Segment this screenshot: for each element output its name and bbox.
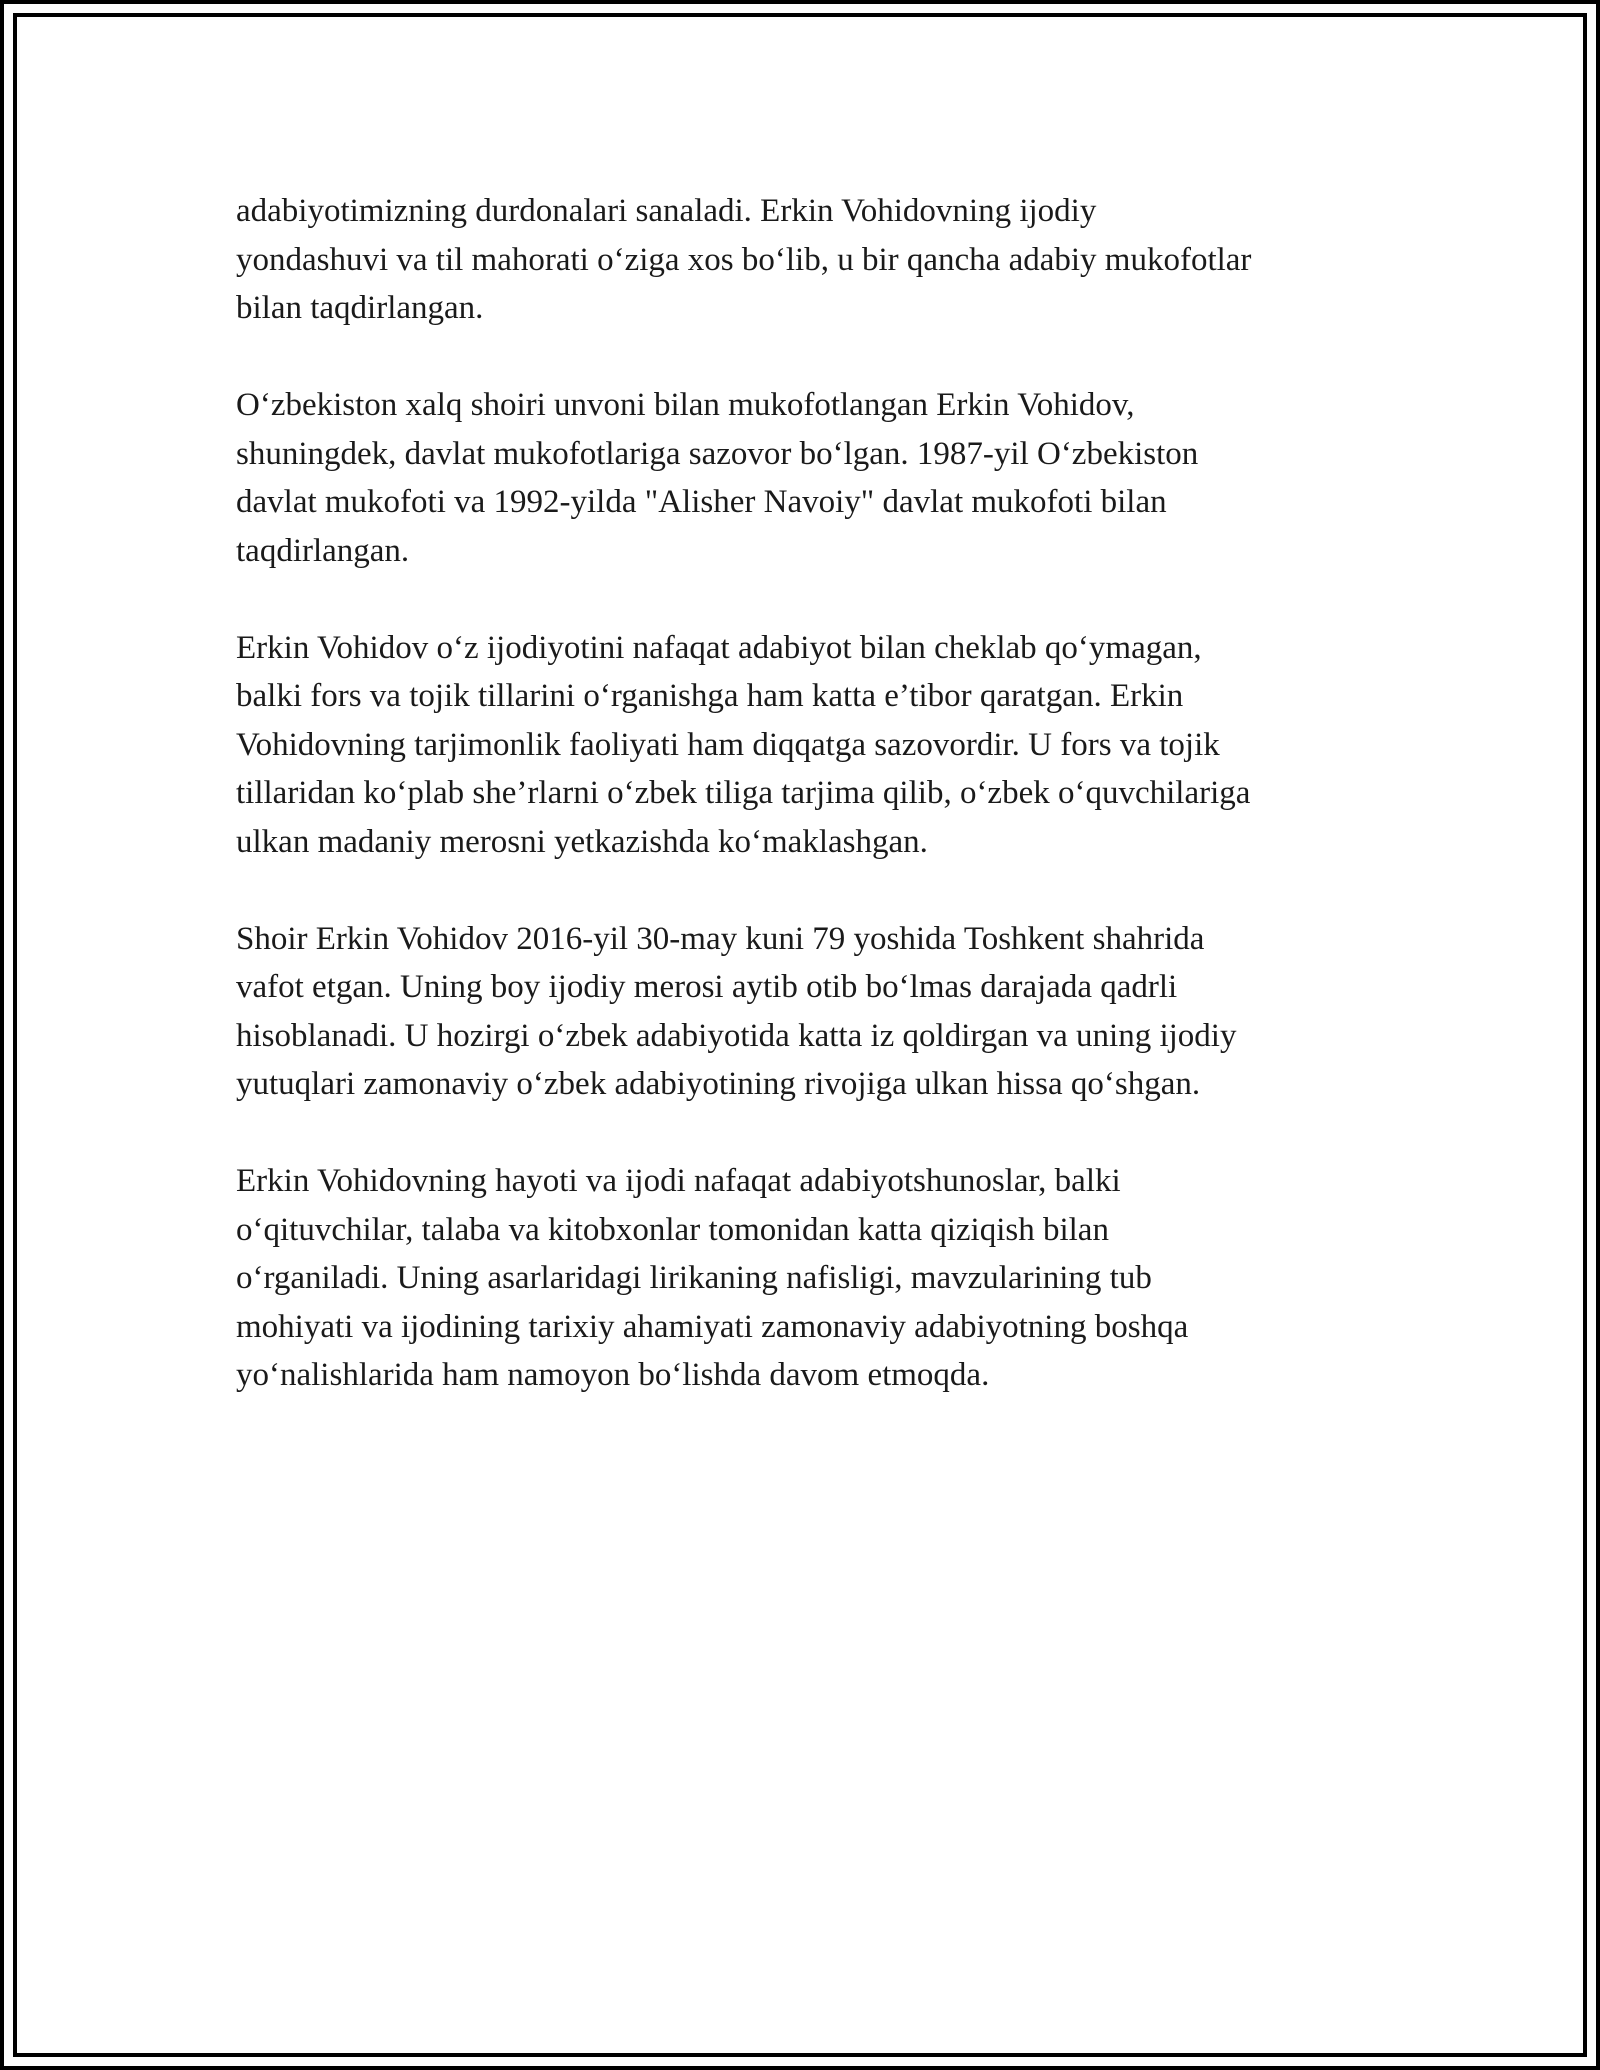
- text-line: tillaridan ko‘plab she’rlarni o‘zbek tiliga tarjima qilib, o‘zbek o‘quvchilariga: [236, 775, 1251, 811]
- text-line: ulkan madaniy merosni yetkazishda ko‘maklashgan.: [236, 823, 928, 860]
- text-line: Shoir Erkin Vohidov 2016-yil 30-may kuni 79 yoshida Toshkent shahrida: [236, 920, 1205, 957]
- text-line: o‘rganiladi. Uning asarlaridagi lirikaning nafisligi, mavzularining tub: [236, 1260, 1152, 1296]
- text-line: o‘qituvchilar, talaba va kitobxonlar tomonidan katta qiziqish bilan: [236, 1211, 1109, 1248]
- text-line: balki fors va tojik tillarini o‘rganishga ham katta e’tibor qaratgan. Erkin: [236, 678, 1184, 714]
- document-body: [236, 187, 1396, 1448]
- text-line: Erkin Vohidovning hayoti va ijodi nafaqat adabiyotshunoslar, balki: [236, 1163, 1121, 1199]
- text-line: taqdirlangan.: [236, 532, 410, 569]
- text-line: yutuqlari zamonaviy o‘zbek adabiyotining rivojiga ulkan hissa qo‘shgan.: [236, 1066, 1201, 1102]
- text-line: hisoblanadi. U hozirgi o‘zbek adabiyotida katta iz qoldirgan va uning ijodiy: [236, 1017, 1237, 1054]
- text-line: shuningdek, davlat mukofotlariga sazovor bo‘lgan. 1987-yil O‘zbekiston: [236, 435, 1199, 472]
- text-line: yondashuvi va til mahorati o‘ziga xos bo‘lib, u bir qancha adabiy mukofotlar: [236, 241, 1252, 278]
- paragraph-3: [236, 624, 1396, 867]
- paragraph-1: [236, 187, 1396, 333]
- text-line: Vohidovning tarjimonlik faoliyati ham diqqatga sazovordir. U fors va tojik: [236, 726, 1220, 763]
- text-line: mohiyati va ijodining tarixiy ahamiyati zamonaviy adabiyotning boshqa: [236, 1308, 1189, 1345]
- text-line: bilan taqdirlangan.: [236, 290, 484, 326]
- text-line: vafot etgan. Uning boy ijodiy merosi aytib otib bo‘lmas darajada qadrli: [236, 969, 1178, 1005]
- paragraph-4: [236, 915, 1396, 1109]
- text-line: yo‘nalishlarida ham namoyon bo‘lishda davom etmoqda.: [236, 1357, 990, 1393]
- text-line: O‘zbekiston xalq shoiri unvoni bilan mukofotlangan Erkin Vohidov,: [236, 387, 1135, 423]
- text-line: davlat mukofoti va 1992-yilda "Alisher Navoiy" davlat mukofoti bilan: [236, 484, 1167, 520]
- text-line: Erkin Vohidov o‘z ijodiyotini nafaqat adabiyot bilan cheklab qo‘ymagan,: [236, 629, 1202, 666]
- paragraph-2: [236, 381, 1396, 575]
- paragraph-5: [236, 1157, 1396, 1400]
- text-line: adabiyotimizning durdonalari sanaladi. Erkin Vohidovning ijodiy: [236, 193, 1097, 229]
